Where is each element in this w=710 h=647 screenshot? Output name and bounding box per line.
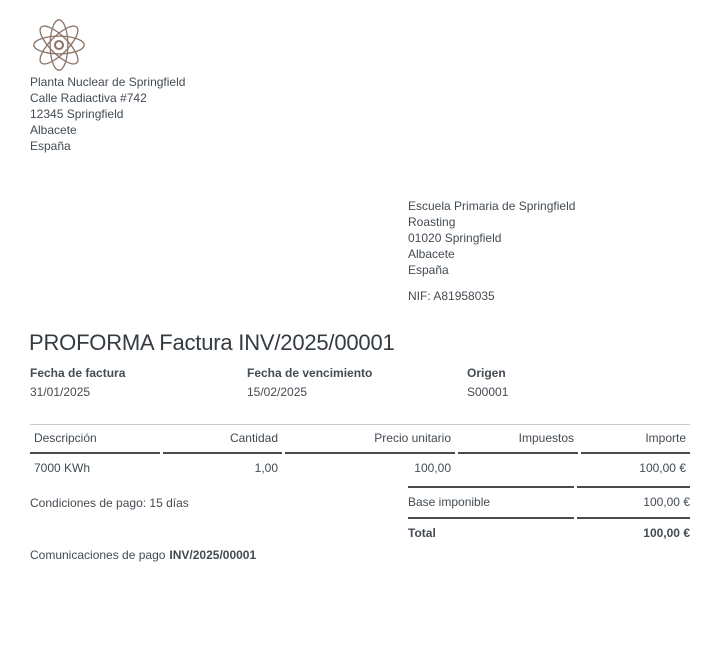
field-due-date-value: 15/02/2025 <box>247 385 308 399</box>
table-header-row <box>30 424 690 454</box>
cell-taxes <box>458 454 578 475</box>
buyer-zip-city: 01020 Springfield <box>408 231 502 245</box>
header-quantity: Cantidad <box>163 425 282 454</box>
cell-unit-price: 100,00 <box>414 461 451 475</box>
seller-country: España <box>30 139 71 153</box>
document-title: PROFORMA Factura INV/2025/00001 <box>29 330 395 355</box>
header-taxes: Impuestos <box>458 425 578 454</box>
buyer-address-block <box>408 198 575 304</box>
totals-table <box>408 486 690 548</box>
payment-communication <box>30 547 256 563</box>
field-due-date-label: Fecha de vencimiento <box>247 366 373 380</box>
seller-name: Planta Nuclear de Springfield <box>30 75 186 89</box>
buyer-country: España <box>408 263 449 277</box>
cell-quantity: 1,00 <box>254 461 278 475</box>
buyer-vat: NIF: A81958035 <box>408 289 495 303</box>
table-row <box>30 454 690 475</box>
payment-terms: Condiciones de pago: 15 días <box>30 496 189 510</box>
field-source <box>467 365 508 400</box>
field-invoice-date-label: Fecha de factura <box>30 366 126 380</box>
seller-state: Albacete <box>30 123 77 137</box>
field-due-date <box>247 365 372 400</box>
field-source-label: Origen <box>467 366 506 380</box>
field-invoice-date-value: 31/01/2025 <box>30 385 91 399</box>
header-description: Descripción <box>30 425 160 454</box>
field-invoice-date <box>30 365 125 400</box>
untaxed-amount-label: Base imponible <box>408 486 574 517</box>
payment-communication-label: Comunicaciones de pago <box>30 548 166 562</box>
payment-communication-reference: INV/2025/00001 <box>169 548 257 562</box>
seller-address-block <box>30 74 185 154</box>
total-value: 100,00 € <box>577 517 690 548</box>
total-label: Total <box>408 517 574 548</box>
total-row <box>408 517 690 548</box>
untaxed-amount-value: 100,00 € <box>577 486 690 517</box>
buyer-contact: Roasting <box>408 215 456 229</box>
cell-amount: 100,00 € <box>639 461 686 475</box>
field-source-value: S00001 <box>467 385 509 399</box>
invoice-lines-table <box>30 424 690 475</box>
seller-zip-city: 12345 Springfield <box>30 107 124 121</box>
untaxed-amount-row <box>408 486 690 517</box>
atom-logo-icon <box>31 17 87 73</box>
buyer-state: Albacete <box>408 247 455 261</box>
cell-description: 7000 KWh <box>34 461 91 475</box>
header-amount: Importe <box>581 425 690 454</box>
header-unit-price: Precio unitario <box>285 425 455 454</box>
seller-street: Calle Radiactiva #742 <box>30 91 147 105</box>
buyer-name: Escuela Primaria de Springfield <box>408 199 576 213</box>
